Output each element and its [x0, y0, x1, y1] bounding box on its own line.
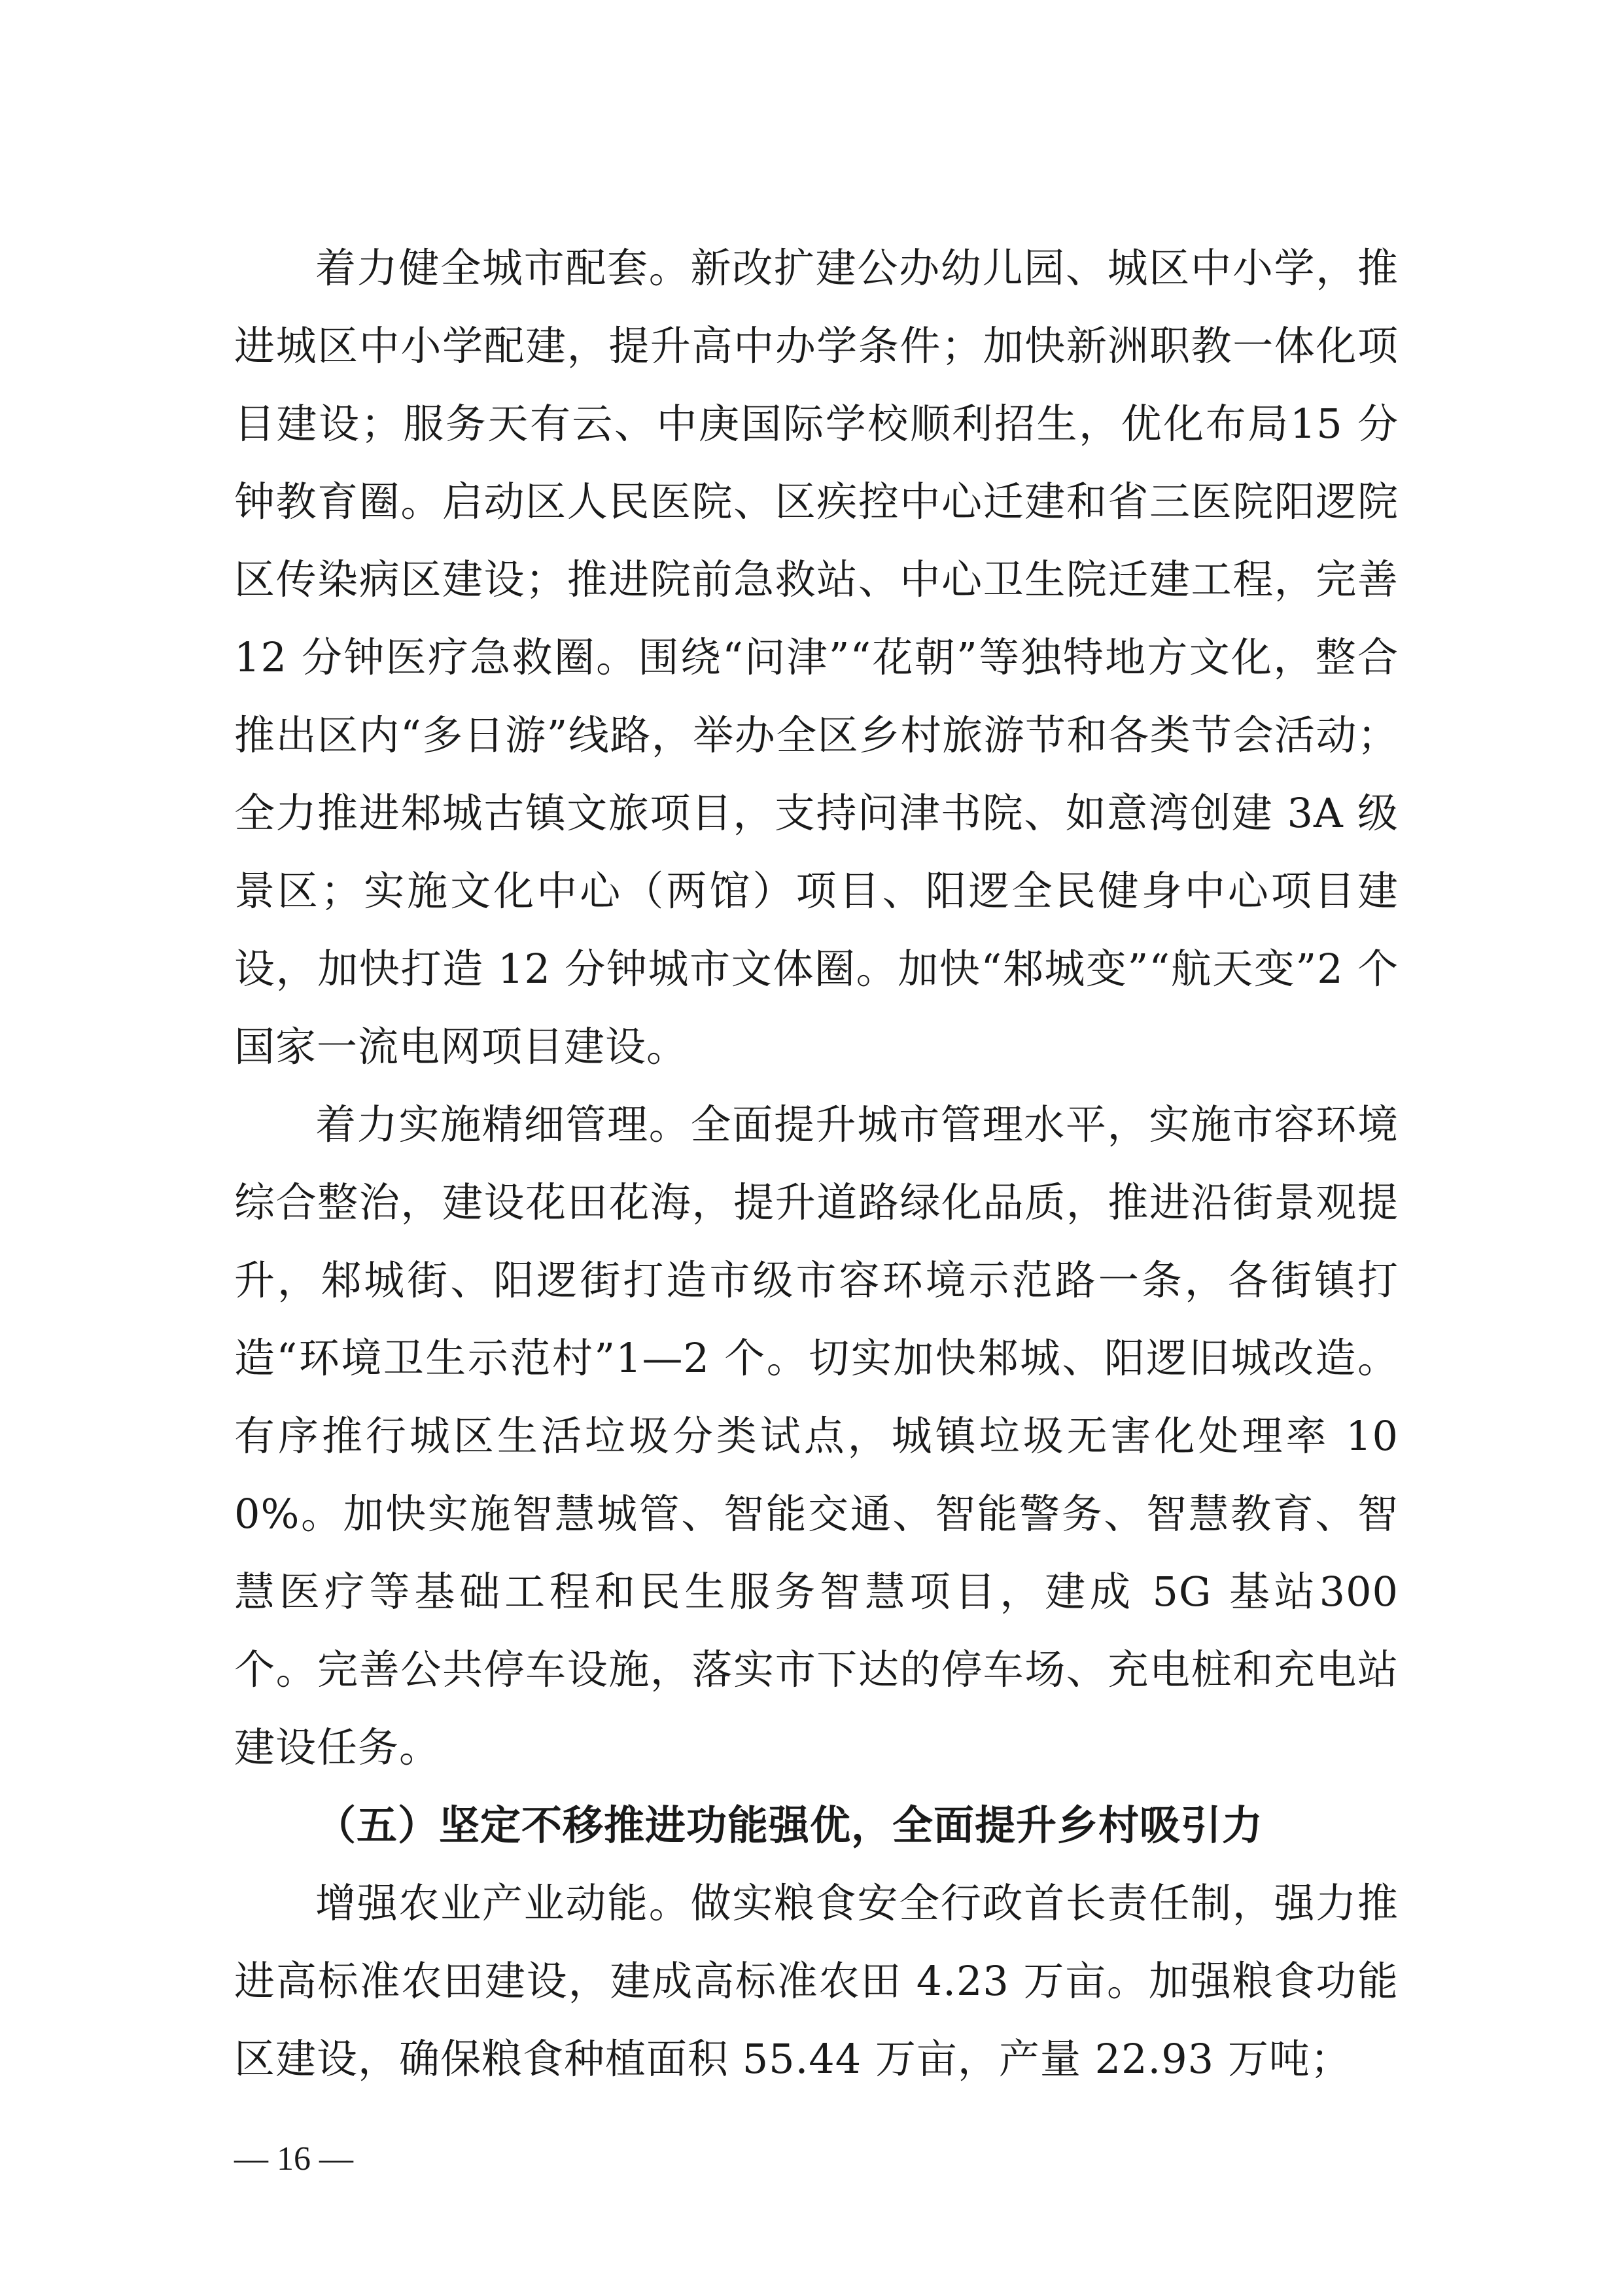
paragraph-agriculture: 增强农业产业动能。做实粮食安全行政首长责任制，强力推进高标准农田建设，建成高标准农田 4.23 万亩。加强粮食功能区建设，确保粮食种植面积 55.44 万亩，产量 22.93 万吨；	[234, 1879, 1399, 2083]
page-number: — 16 —	[234, 2140, 353, 2178]
paragraph-fine-management: 着力实施精细管理。全面提升城市管理水平，实施市容环境综合整治，建设花田花海，提升道路绿化品质，推进沿街景观提升，邾城街、阳逻街打造市级市容环境示范路一条，各街镇打造“环境卫生示范村”1—2 个。切实加快邾城、阳逻旧城改造。有序推行城区生活垃圾分类试点，城镇垃圾无害化处理率 100%。加快实施智慧城管、智能交通、智能警务、智慧教育、智慧医疗等基础工程和民生服务智慧项目，建成 5G 基站300 个。完善公共停车设施，落实市下达的停车场、充电桩和充电站建设任务。	[234, 1101, 1399, 1771]
paragraph-city-facilities: 着力健全城市配套。新改扩建公办幼儿园、城区中小学，推进城区中小学配建，提升高中办学条件；加快新洲职教一体化项目建设；服务天有云、中庚国际学校顺利招生，优化布局15 分钟教育圈。启动区人民医院、区疾控中心迁建和省三医院阳逻院区传染病区建设；推进院前急救站、中心卫生院迁建工程，完善 12 分钟医疗急救圈。围绕“问津”“花朝”等独特地方文化，整合推出区内“多日游”线路，举办全区乡村旅游节和各类节会活动；全力推进邾城古镇文旅项目，支持问津书院、如意湾创建 3A 级景区；实施文化中心（两馆）项目、阳逻全民健身中心项目建设，加快打造 12 分钟城市文体圈。加快“邾城变”“航天变”2 个国家一流电网项目建设。	[234, 244, 1399, 1070]
section-heading: （五）坚定不移推进功能强优，全面提升乡村吸引力	[315, 1801, 1264, 1849]
document-body	[234, 229, 1399, 2098]
